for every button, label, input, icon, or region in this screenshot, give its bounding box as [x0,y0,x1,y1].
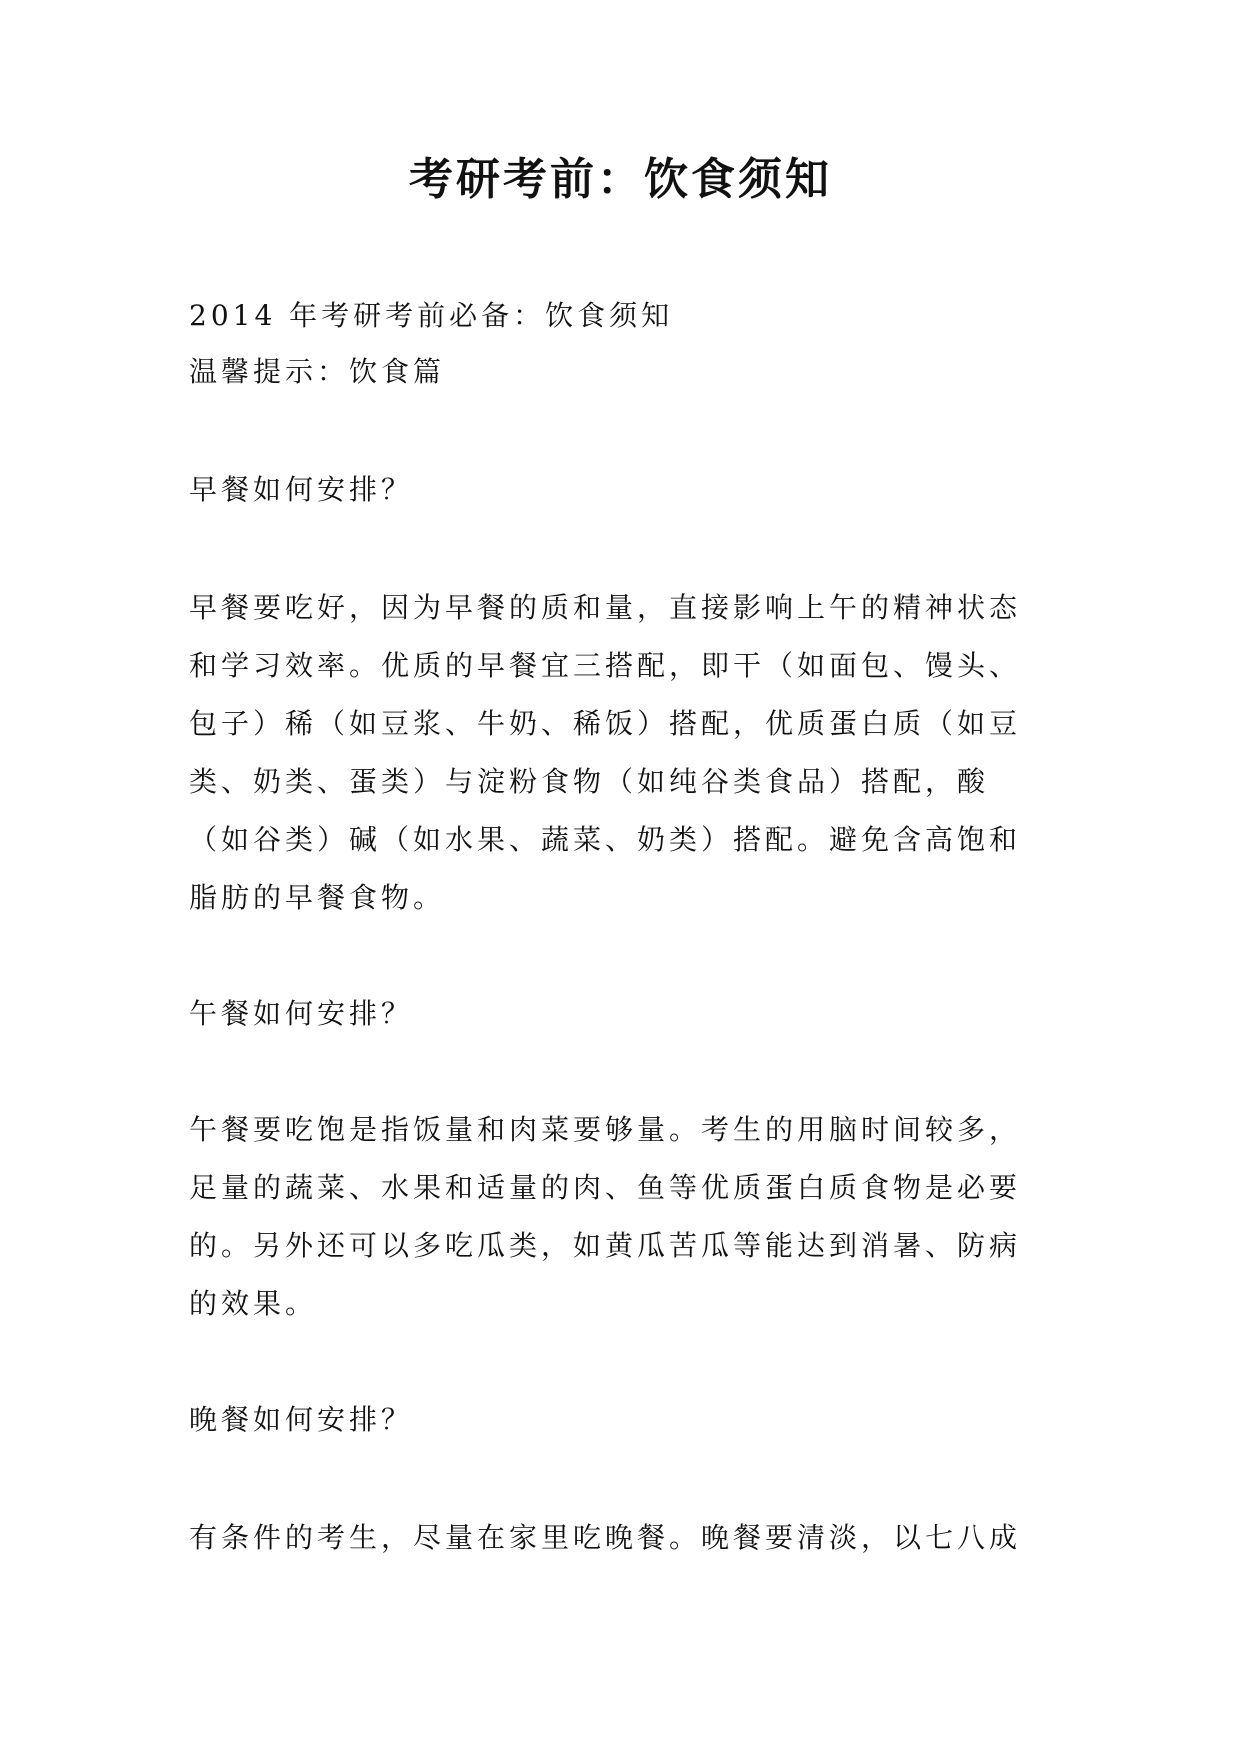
document-title: 考研考前：饮食须知 [409,154,832,205]
paragraph-line: 有条件的考生，尽量在家里吃晚餐。晚餐要清淡，以七八成 [189,1521,1022,1554]
paragraph-line: 早餐要吃好，因为早餐的质和量，直接影响上午的精神状态 [189,591,1022,624]
paragraph-line: 和学习效率。优质的早餐宜三搭配，即干（如面包、馒头、 [189,649,1022,682]
paragraph-line: 脂肪的早餐食物。 [189,881,446,914]
paragraph-line: 的。另外还可以多吃瓜类，如黄瓜苦瓜等能达到消暑、防病 [189,1229,1022,1262]
paragraph-line: 包子）稀（如豆浆、牛奶、稀饭）搭配，优质蛋白质（如豆 [189,707,1022,740]
paragraph-line: （如谷类）碱（如水果、蔬菜、奶类）搭配。避免含高饱和 [189,823,1022,856]
paragraph-line: 午餐要吃饱是指饭量和肉菜要够量。考生的用脑时间较多， [189,1113,1022,1146]
section-heading: 午餐如何安排？ [189,997,414,1030]
section-heading: 晚餐如何安排？ [189,1403,414,1436]
intro-line: 2014 年考研考前必备：饮食须知 [189,299,674,332]
paragraph-line: 足量的蔬菜、水果和适量的肉、鱼等优质蛋白质食物是必要 [189,1171,1022,1204]
section-heading: 早餐如何安排？ [189,473,414,506]
paragraph-line: 的效果。 [189,1287,318,1320]
paragraph-line: 类、奶类、蛋类）与淀粉食物（如纯谷类食品）搭配，酸 [189,765,990,798]
intro-line: 温馨提示：饮食篇 [189,355,446,388]
